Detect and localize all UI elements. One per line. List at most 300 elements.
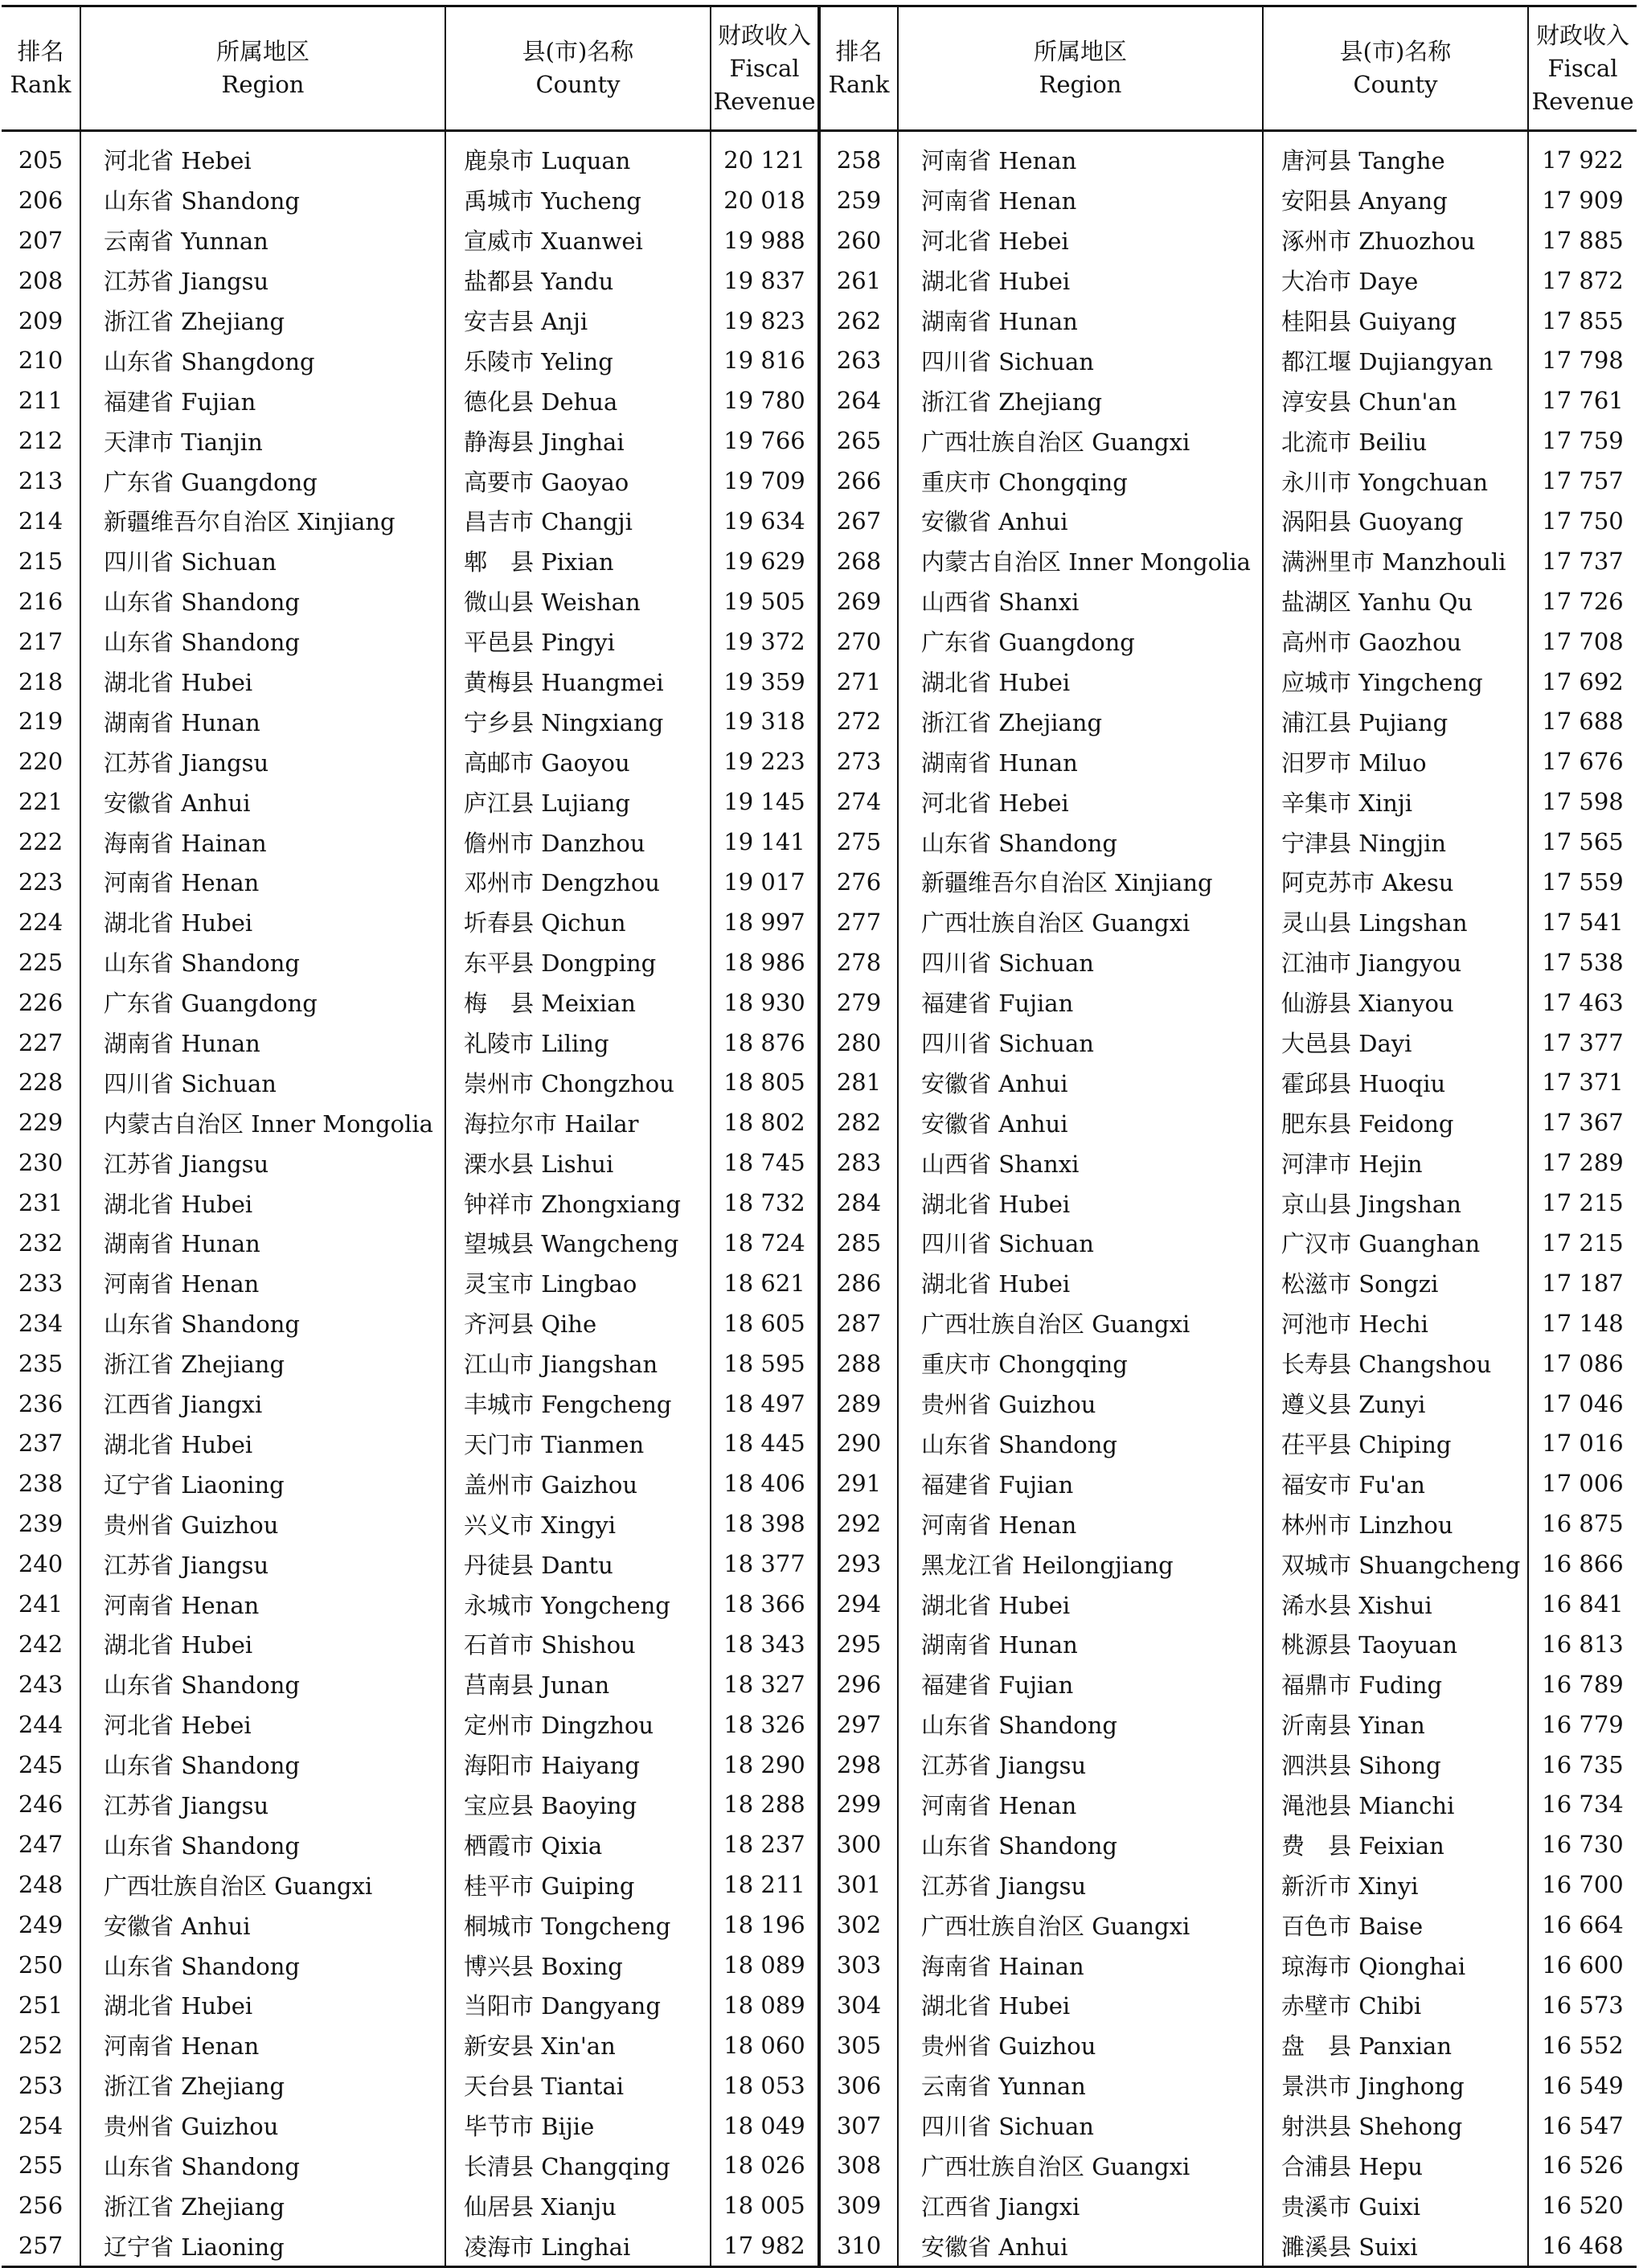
revenue-cell: 18 343 [711,1624,819,1664]
revenue-cell: 19 141 [711,822,819,862]
region-cell: 福建省 Fujian [898,1463,1263,1503]
county-cell: 兴义市 Xingyi [445,1503,711,1544]
revenue-cell: 16 700 [1542,1871,1624,1899]
rank-cell: 260 [819,220,898,260]
rank-cell: 219 [2,701,80,741]
revenue-header-en1: Fiscal [729,54,800,82]
revenue-cell: 17 737 [1542,547,1624,575]
region-cell: 江苏省 Jiangsu [898,1864,1263,1905]
rank-cell: 279 [819,982,898,1023]
region-cell: 福建省 Fujian [898,982,1263,1023]
region-cell: 江西省 Jiangxi [898,2185,1263,2225]
revenue-cell: 17 922 [1542,146,1624,174]
table-row [2,131,1637,180]
county-cell: 江油市 Jiangyou [1263,942,1528,982]
rank-cell: 217 [2,621,80,662]
region-header-cn: 所属地区 [215,38,309,65]
region-cell: 湖北省 Hubei [80,902,445,942]
region-cell: 辽宁省 Liaoning [80,2225,445,2266]
county-cell: 丹徒县 Dantu [445,1544,711,1584]
rank-cell: 275 [819,822,898,862]
rank-cell: 301 [819,1864,898,1905]
rank-cell: 256 [2,2185,80,2225]
county-cell: 平邑县 Pingyi [445,621,711,662]
revenue-cell: 18 089 [711,1945,819,1985]
revenue-header-cn: 财政收入 [717,21,811,49]
county-cell: 灵山县 Lingshan [1263,902,1528,942]
revenue-cell: 18 745 [711,1142,819,1183]
county-cell: 淳安县 Chun'an [1263,380,1528,420]
rank-cell: 292 [819,1503,898,1544]
region-cell: 浙江省 Zhejiang [80,1343,445,1384]
table-row [2,461,1637,501]
county-cell: 肥东县 Feidong [1263,1102,1528,1142]
region-cell: 四川省 Sichuan [898,942,1263,982]
rank-cell: 263 [819,340,898,380]
region-cell: 江苏省 Jiangsu [80,260,445,301]
revenue-cell: 18 445 [711,1424,819,1464]
revenue-cell: 16 549 [1542,2071,1624,2099]
region-cell: 河南省 Henan [80,862,445,902]
table-row [2,1142,1637,1183]
county-cell: 丰城市 Fengcheng [445,1384,711,1424]
region-cell: 四川省 Sichuan [80,1062,445,1102]
rank-cell: 224 [2,902,80,942]
region-cell: 湖北省 Hubei [898,1263,1263,1303]
county-cell: 栖霞市 Qixia [445,1824,711,1864]
revenue-cell: 17 538 [1542,948,1624,976]
revenue-cell: 19 816 [711,340,819,380]
revenue-cell: 18 026 [711,2146,819,2186]
revenue-cell: 18 802 [711,1102,819,1142]
rank-cell: 255 [2,2146,80,2186]
table-row [2,1503,1637,1544]
county-cell: 百色市 Baise [1263,1905,1528,1945]
rank-cell: 227 [2,1023,80,1063]
table-row [2,1584,1637,1624]
region-cell: 安徽省 Anhui [80,1905,445,1945]
county-cell: 盘 县 Panxian [1263,2025,1528,2065]
rank-header [819,6,898,131]
rank-cell: 281 [819,1062,898,1102]
rank-cell: 230 [2,1142,80,1183]
table-row [2,1102,1637,1142]
rank-cell: 251 [2,1985,80,2025]
region-cell: 湖北省 Hubei [898,1183,1263,1223]
revenue-cell: 19 823 [711,301,819,341]
county-cell: 鹿泉市 Luquan [445,131,711,180]
county-cell: 礼陵市 Liling [445,1023,711,1063]
revenue-cell: 18 327 [711,1664,819,1704]
rank-cell: 296 [819,1664,898,1704]
region-cell: 重庆市 Chongqing [898,1343,1263,1384]
county-cell: 昌吉市 Changji [445,501,711,541]
region-cell: 安徽省 Anhui [898,1102,1263,1142]
region-cell: 山东省 Shandong [898,1824,1263,1864]
revenue-cell: 16 789 [1542,1670,1624,1698]
county-cell: 汨罗市 Miluo [1263,741,1528,781]
rank-cell: 262 [819,301,898,341]
county-cell: 费 县 Feixian [1263,1824,1528,1864]
rank-header-cn: 排名 [17,38,64,65]
rank-cell: 270 [819,621,898,662]
revenue-cell: 20 121 [711,131,819,180]
region-header-en: Region [1039,71,1122,98]
revenue-cell: 17 215 [1542,1189,1624,1217]
table-row [2,1985,1637,2025]
rank-cell: 307 [819,2106,898,2146]
rank-cell: 276 [819,862,898,902]
rank-cell: 259 [819,180,898,220]
county-cell: 双城市 Shuangcheng [1263,1544,1528,1584]
revenue-cell: 18 377 [711,1544,819,1584]
revenue-cell: 17 761 [1542,387,1624,415]
region-cell: 广西壮族自治区 Guangxi [898,2146,1263,2186]
revenue-cell: 17 692 [1542,667,1624,695]
county-cell: 梅 县 Meixian [445,982,711,1023]
county-cell: 禹城市 Yucheng [445,180,711,220]
region-cell: 山东省 Shandong [80,1745,445,1785]
region-cell: 湖北省 Hubei [80,1985,445,2025]
rank-cell: 225 [2,942,80,982]
region-cell: 河南省 Henan [898,1503,1263,1544]
county-cell: 黄梅县 Huangmei [445,662,711,702]
revenue-cell: 16 779 [1542,1710,1624,1738]
table-row [2,942,1637,982]
rank-cell: 267 [819,501,898,541]
revenue-cell: 17 148 [1542,1309,1624,1337]
rank-cell: 207 [2,220,80,260]
region-cell: 福建省 Fujian [898,1664,1263,1704]
region-cell: 山东省 Shandong [80,621,445,662]
rank-cell: 277 [819,902,898,942]
rank-cell: 288 [819,1343,898,1384]
rank-cell: 242 [2,1624,80,1664]
rank-cell: 285 [819,1223,898,1263]
region-cell: 山西省 Shanxi [898,581,1263,621]
rank-cell: 306 [819,2065,898,2106]
region-cell: 安徽省 Anhui [898,1062,1263,1102]
region-cell: 湖北省 Hubei [898,1584,1263,1624]
revenue-cell: 17 463 [1542,988,1624,1016]
rank-header-en: Rank [828,71,890,98]
revenue-cell: 17 885 [1542,226,1624,254]
region-cell: 湖南省 Hunan [80,1023,445,1063]
rank-cell: 216 [2,581,80,621]
revenue-cell: 19 766 [711,420,819,461]
county-cell: 辛集市 Xinji [1263,781,1528,822]
county-cell: 德化县 Dehua [445,380,711,420]
county-cell: 长寿县 Changshou [1263,1343,1528,1384]
revenue-cell: 17 046 [1542,1389,1624,1417]
rank-cell: 265 [819,420,898,461]
revenue-cell: 16 875 [1542,1510,1624,1538]
revenue-cell: 17 726 [1542,587,1624,615]
region-cell: 浙江省 Zhejiang [80,301,445,341]
rank-cell: 298 [819,1745,898,1785]
county-cell: 松滋市 Songzi [1263,1263,1528,1303]
region-cell: 贵州省 Guizhou [898,1384,1263,1424]
revenue-cell: 17 872 [1542,266,1624,294]
revenue-cell: 17 982 [711,2225,819,2266]
region-cell: 海南省 Hainan [898,1945,1263,1985]
region-cell: 山东省 Shangdong [80,340,445,380]
region-cell: 新疆维吾尔自治区 Xinjiang [80,501,445,541]
rank-cell: 215 [2,541,80,581]
region-cell: 河南省 Henan [80,1263,445,1303]
revenue-cell: 16 468 [1528,2225,1637,2266]
rank-cell: 244 [2,1704,80,1745]
revenue-cell: 17 371 [1542,1068,1624,1097]
county-cell: 唐河县 Tanghe [1263,131,1528,180]
revenue-cell: 17 086 [1542,1349,1624,1377]
rank-cell: 257 [2,2225,80,2266]
county-cell: 桂平市 Guiping [445,1864,711,1905]
rank-cell: 305 [819,2025,898,2065]
revenue-cell: 18 196 [711,1905,819,1945]
revenue-header-en2: Revenue [1531,87,1634,115]
revenue-cell: 17 676 [1542,748,1624,776]
county-cell: 永川市 Yongchuan [1263,461,1528,501]
region-cell: 山东省 Shandong [80,2146,445,2186]
county-cell: 合浦县 Hepu [1263,2146,1528,2186]
table-row [2,1704,1637,1745]
revenue-cell: 17 598 [1542,788,1624,816]
region-cell: 天津市 Tianjin [80,420,445,461]
county-cell: 沂南县 Yinan [1263,1704,1528,1745]
county-cell: 贵溪市 Guixi [1263,2185,1528,2225]
rank-cell: 304 [819,1985,898,2025]
region-cell: 山东省 Shandong [80,180,445,220]
revenue-cell: 18 049 [711,2106,819,2146]
rank-cell: 271 [819,662,898,702]
revenue-cell: 20 018 [711,180,819,220]
rank-cell: 233 [2,1263,80,1303]
county-cell: 钟祥市 Zhongxiang [445,1183,711,1223]
rank-cell: 212 [2,420,80,461]
rank-cell: 243 [2,1664,80,1704]
region-cell: 山东省 Shandong [80,1945,445,1985]
region-cell: 湖北省 Hubei [898,260,1263,301]
rank-cell: 222 [2,822,80,862]
revenue-cell: 19 629 [711,541,819,581]
revenue-cell: 17 559 [1542,867,1624,896]
revenue-cell: 19 837 [711,260,819,301]
table-row [2,380,1637,420]
rank-header-en: Rank [10,71,72,98]
region-cell: 河南省 Henan [898,180,1263,220]
table-row [2,1864,1637,1905]
rank-cell: 302 [819,1905,898,1945]
county-cell: 灵宝市 Lingbao [445,1263,711,1303]
region-cell: 广东省 Guangdong [898,621,1263,662]
revenue-cell: 19 634 [711,501,819,541]
region-cell: 云南省 Yunnan [898,2065,1263,2106]
region-cell: 安徽省 Anhui [898,2225,1263,2266]
table-header-row [2,6,1637,131]
county-cell: 凌海市 Linghai [445,2225,711,2266]
region-cell: 贵州省 Guizhou [80,1503,445,1544]
rank-cell: 240 [2,1544,80,1584]
region-cell: 山东省 Shandong [80,581,445,621]
revenue-cell: 18 398 [711,1503,819,1544]
county-header-en: County [535,71,621,98]
county-cell: 庐江县 Lujiang [445,781,711,822]
table-row [2,1384,1637,1424]
revenue-cell: 16 664 [1542,1911,1624,1939]
rank-cell: 254 [2,2106,80,2146]
region-cell: 海南省 Hainan [80,822,445,862]
region-cell: 河北省 Hebei [80,131,445,180]
rank-cell: 278 [819,942,898,982]
table-row [2,2225,1637,2266]
revenue-cell: 18 605 [711,1303,819,1343]
region-cell: 山西省 Shanxi [898,1142,1263,1183]
revenue-header-cn: 财政收入 [1535,21,1629,49]
rank-cell: 237 [2,1424,80,1464]
rank-cell: 205 [2,131,80,180]
rank-header-cn: 排名 [835,38,883,65]
county-cell: 浦江县 Pujiang [1263,701,1528,741]
rank-cell: 220 [2,741,80,781]
table-row [2,1424,1637,1464]
revenue-cell: 18 724 [711,1223,819,1263]
county-cell: 河津市 Hejin [1263,1142,1528,1183]
table-row [2,1303,1637,1343]
region-cell: 江苏省 Jiangsu [80,1785,445,1825]
revenue-cell: 16 552 [1542,2031,1624,2059]
county-cell: 盐湖区 Yanhu Qu [1263,581,1528,621]
region-cell: 广东省 Guangdong [80,982,445,1023]
revenue-cell: 16 526 [1542,2151,1624,2180]
revenue-cell: 17 708 [1542,627,1624,655]
rank-cell: 303 [819,1945,898,1985]
region-header [898,6,1263,131]
revenue-cell: 17 855 [1542,306,1624,334]
region-cell: 湖南省 Hunan [898,1624,1263,1664]
county-header-en: County [1353,71,1438,98]
table-row [2,1263,1637,1303]
table-row [2,501,1637,541]
table-row [2,902,1637,942]
region-cell: 山东省 Shandong [80,1664,445,1704]
county-cell: 应城市 Yingcheng [1263,662,1528,702]
county-cell: 新沂市 Xinyi [1263,1864,1528,1905]
region-cell: 山东省 Shandong [898,1424,1263,1464]
table-row [2,862,1637,902]
rank-cell: 214 [2,501,80,541]
rank-cell: 264 [819,380,898,420]
revenue-cell: 16 573 [1542,1991,1624,2019]
county-cell: 海阳市 Haiyang [445,1745,711,1785]
county-cell: 博兴县 Boxing [445,1945,711,1985]
region-cell: 浙江省 Zhejiang [80,2065,445,2106]
region-cell: 河南省 Henan [80,2025,445,2065]
table-row [2,1343,1637,1384]
rank-cell: 246 [2,1785,80,1825]
table-row [2,2025,1637,2065]
revenue-cell: 19 318 [711,701,819,741]
region-cell: 湖北省 Hubei [80,1183,445,1223]
county-cell: 乐陵市 Yeling [445,340,711,380]
revenue-cell: 18 997 [711,902,819,942]
revenue-cell: 16 841 [1542,1590,1624,1618]
revenue-cell: 19 372 [711,621,819,662]
revenue-cell: 16 813 [1542,1630,1624,1658]
table-row [2,1664,1637,1704]
table-row [2,1905,1637,1945]
rank-cell: 258 [819,131,898,180]
county-cell: 高州市 Gaozhou [1263,621,1528,662]
revenue-cell: 18 290 [711,1745,819,1785]
county-cell: 齐河县 Qihe [445,1303,711,1343]
revenue-cell: 18 621 [711,1263,819,1303]
rank-cell: 234 [2,1303,80,1343]
revenue-cell: 16 600 [1542,1951,1624,1979]
county-cell: 海拉尔市 Hailar [445,1102,711,1142]
region-cell: 江苏省 Jiangsu [80,1142,445,1183]
county-cell: 石首市 Shishou [445,1624,711,1664]
rank-header [2,6,80,131]
revenue-cell: 17 187 [1542,1269,1624,1297]
county-cell: 崇州市 Chongzhou [445,1062,711,1102]
rank-cell: 261 [819,260,898,301]
region-cell: 江苏省 Jiangsu [80,1544,445,1584]
county-cell: 河池市 Hechi [1263,1303,1528,1343]
region-cell: 湖北省 Hubei [80,1624,445,1664]
region-cell: 云南省 Yunnan [80,220,445,260]
rank-cell: 239 [2,1503,80,1544]
county-cell: 定州市 Dingzhou [445,1704,711,1745]
county-cell: 江山市 Jiangshan [445,1343,711,1384]
rank-cell: 209 [2,301,80,341]
county-cell: 宁津县 Ningjin [1263,822,1528,862]
table-row [2,2185,1637,2225]
county-cell: 浠水县 Xishui [1263,1584,1528,1624]
table-row [2,2146,1637,2186]
county-cell: 阿克苏市 Akesu [1263,862,1528,902]
county-cell: 福安市 Fu'an [1263,1463,1528,1503]
table-body [2,131,1637,2267]
revenue-cell: 18 805 [711,1062,819,1102]
revenue-cell: 16 547 [1542,2111,1624,2139]
county-cell: 仙游县 Xianyou [1263,982,1528,1023]
table-row [2,662,1637,702]
county-cell: 宁乡县 Ningxiang [445,701,711,741]
rank-cell: 294 [819,1584,898,1624]
rank-cell: 293 [819,1544,898,1584]
region-cell: 辽宁省 Liaoning [80,1463,445,1503]
table-row [2,1023,1637,1063]
table-row [2,621,1637,662]
region-cell: 湖南省 Hunan [80,701,445,741]
rank-cell: 284 [819,1183,898,1223]
rank-cell: 253 [2,2065,80,2106]
revenue-cell: 17 016 [1542,1429,1624,1458]
revenue-cell: 18 595 [711,1343,819,1384]
rank-cell: 291 [819,1463,898,1503]
revenue-cell: 17 565 [1542,828,1624,856]
table-row [2,1223,1637,1263]
county-cell: 微山县 Weishan [445,581,711,621]
rank-cell: 248 [2,1864,80,1905]
rank-cell: 211 [2,380,80,420]
table-row [2,982,1637,1023]
table-row [2,420,1637,461]
revenue-cell: 17 757 [1542,467,1624,495]
rank-cell: 299 [819,1785,898,1825]
revenue-cell: 18 406 [711,1463,819,1503]
